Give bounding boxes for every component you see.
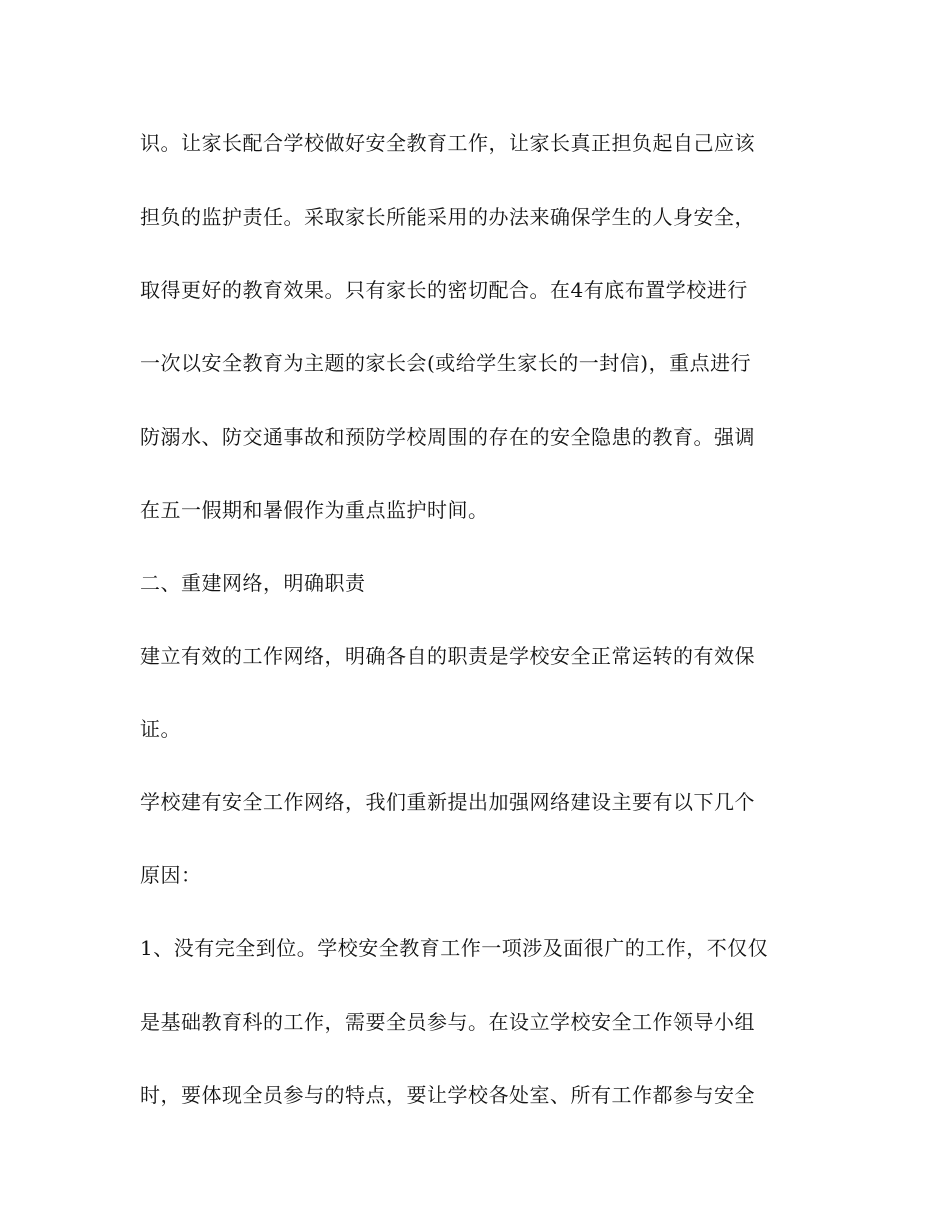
- paragraph-line: 原因：: [140, 863, 202, 887]
- paragraph-line: 证。: [140, 717, 181, 741]
- paragraph-line: 一次以安全教育为主题的家长会(或给学生家长的一封信)，重点进行: [140, 351, 752, 375]
- list-item-line: 时，要体现全员参与的特点，要让学校各处室、所有工作都参与安全: [140, 1083, 755, 1107]
- paragraph-line: 学校建有安全工作网络，我们重新提出加强网络建设主要有以下几个: [140, 790, 755, 814]
- paragraph-line: 担负的监护责任。采取家长所能采用的办法来确保学生的人身安全，: [140, 205, 755, 229]
- paragraph-line: 建立有效的工作网络，明确各自的职责是学校安全正常运转的有效保: [140, 644, 755, 668]
- paragraph-line: 防溺水、防交通事故和预防学校周围的存在的安全隐患的教育。强调: [140, 425, 755, 449]
- list-item-line: 是基础教育科的工作，需要全员参与。在设立学校安全工作领导小组: [140, 1010, 755, 1034]
- paragraph-line: 在五一假期和暑假作为重点监护时间。: [140, 498, 489, 522]
- list-item-line: 1、没有完全到位。学校安全教育工作一项涉及面很广的工作，不仅仅: [140, 936, 769, 960]
- section-heading: 二、重建网络，明确职责: [140, 571, 366, 595]
- paragraph-line: 识。让家长配合学校做好安全教育工作，让家长真正担负起自己应该: [140, 131, 755, 155]
- paragraph-line: 取得更好的教育效果。只有家长的密切配合。在4有底布置学校进行: [140, 278, 748, 302]
